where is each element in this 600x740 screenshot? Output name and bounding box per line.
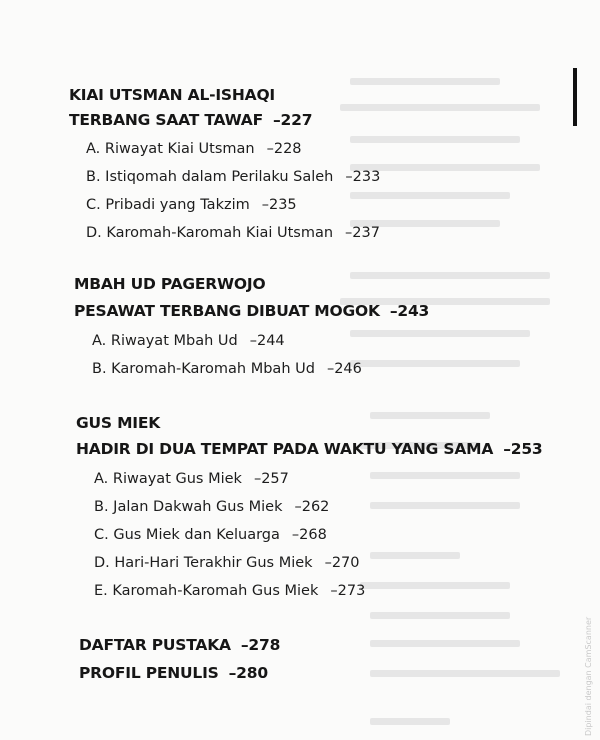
toc-entry: B. Istiqomah dalam Perilaku Saleh –233 bbox=[86, 169, 381, 185]
back-matter-entry: DAFTAR PUSTAKA –278 bbox=[79, 636, 281, 654]
section-title-entry: TERBANG SAAT TAWAF –227 bbox=[69, 111, 313, 129]
section-heading: GUS MIEK bbox=[76, 414, 161, 432]
toc-entry: C. Pribadi yang Takzim –235 bbox=[86, 197, 297, 213]
toc-entry: B. Jalan Dakwah Gus Miek –262 bbox=[94, 499, 330, 515]
toc-entry: E. Karomah-Karomah Gus Miek –273 bbox=[94, 583, 366, 599]
bleed-through-shadow bbox=[330, 60, 600, 740]
toc-entry: D. Hari-Hari Terakhir Gus Miek –270 bbox=[94, 555, 360, 571]
toc-entry: A. Riwayat Gus Miek –257 bbox=[94, 471, 289, 487]
scanner-watermark: Dipindai dengan CamScanner bbox=[584, 616, 593, 736]
toc-entry: A. Riwayat Kiai Utsman –228 bbox=[86, 141, 302, 157]
toc-entry: A. Riwayat Mbah Ud –244 bbox=[92, 333, 285, 349]
toc-entry: D. Karomah-Karomah Kiai Utsman –237 bbox=[86, 225, 380, 241]
page-edge-shadow bbox=[573, 68, 577, 126]
back-matter-entry: PROFIL PENULIS –280 bbox=[79, 664, 268, 682]
toc-entry: B. Karomah-Karomah Mbah Ud –246 bbox=[92, 361, 362, 377]
section-heading: KIAI UTSMAN AL-ISHAQI bbox=[69, 86, 275, 104]
section-title-entry: PESAWAT TERBANG DIBUAT MOGOK –243 bbox=[74, 302, 430, 320]
section-heading: MBAH UD PAGERWOJO bbox=[74, 275, 266, 293]
section-title-entry: HADIR DI DUA TEMPAT PADA WAKTU YANG SAMA –253 bbox=[76, 440, 543, 458]
toc-entry: C. Gus Miek dan Keluarga –268 bbox=[94, 527, 327, 543]
